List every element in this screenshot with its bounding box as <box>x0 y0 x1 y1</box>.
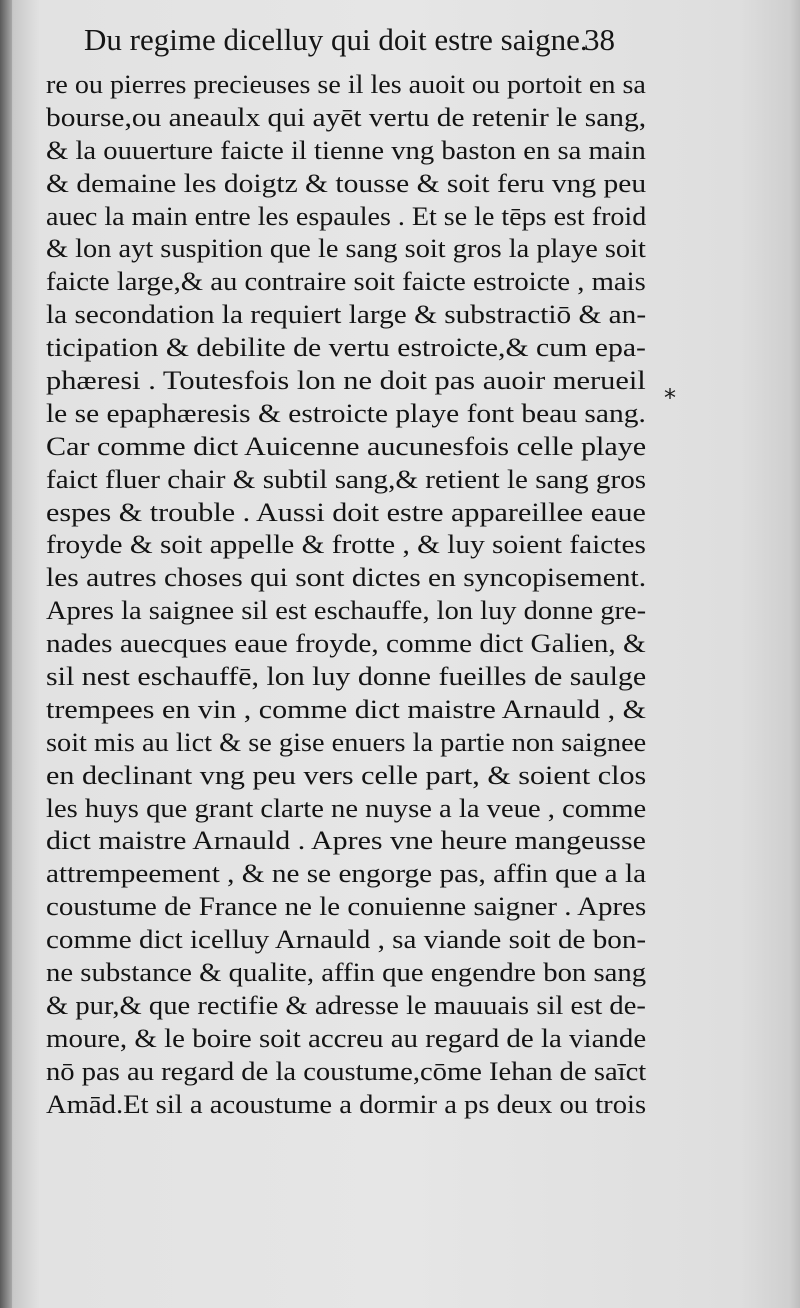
page-gutter <box>0 0 12 1308</box>
text-line: ne substance & qualite, affin que engendre bon sang <box>46 957 647 988</box>
text-line: les autres choses qui sont dictes en syncopisement. <box>46 562 647 593</box>
text-line: le se epaphæresis & estroicte playe font beau sang. <box>46 397 646 428</box>
text-line: sil nest eschauffē, lon luy donne fueilles de saulge <box>46 661 647 692</box>
running-title: Du regime dicelluy qui doit estre saigne. <box>84 22 588 57</box>
text-line: en declinant vng peu vers celle part, & soient clos <box>46 759 647 790</box>
marginal-mark: * <box>664 384 676 412</box>
folio-number: 38 <box>584 22 615 57</box>
page-header <box>84 22 764 66</box>
text-line: la secondation la requiert large & substractiō & an- <box>46 299 647 330</box>
text-line: soit mis au lict & se gise enuers la partie non saignee <box>46 726 647 757</box>
text-line: nō pas au regard de la coustume,cōme Iehan de saīct <box>46 1055 647 1086</box>
text-line: phæresi . Toutesfois lon ne doit pas auoir merueil <box>46 365 646 396</box>
text-line: attrempeement , & ne se engorge pas, affin que a la <box>46 858 647 889</box>
text-line: auec la main entre les espaules . Et se le tēps est froid <box>46 200 647 231</box>
text-line: Amād.Et sil a acoustume a dormir a ps deux ou trois <box>46 1088 647 1119</box>
text-line: & pur,& que rectifie & adresse le mauuais sil est de- <box>46 989 646 1020</box>
text-line: Car comme dict Auicenne aucunesfois celle playe <box>46 430 647 461</box>
text-line: faict fluer chair & subtil sang,& retient le sang gros <box>46 463 647 494</box>
text-line: les huys que grant clarte ne nuyse a la veue , comme <box>46 792 647 823</box>
text-line: & demaine les doigtz & tousse & soit feru vng peu <box>46 167 647 198</box>
text-line: re ou pierres precieuses se il les auoit ou portoit en sa <box>46 69 646 99</box>
text-line: & la ouuerture faicte il tienne vng baston en sa main <box>46 134 646 165</box>
text-line: froyde & soit appelle & frotte , & luy soient faictes <box>46 529 646 560</box>
text-line: nades auecques eaue froyde, comme dict Galien, & <box>46 628 646 659</box>
text-line: coustume de France ne le conuienne saigner . Apres <box>46 891 647 922</box>
text-line: faicte large,& au contraire soit faicte estroicte , mais <box>46 266 646 297</box>
text-line: trempees en vin , comme dict maistre Arnauld , & <box>46 693 647 724</box>
text-line: Apres la saignee sil est eschauffe, lon luy donne gre- <box>46 595 647 626</box>
text-line: bourse,ou aneaulx qui ayēt vertu de retenir le sang, <box>46 101 647 132</box>
text-line: espes & trouble . Aussi doit estre appareillee eaue <box>46 496 646 527</box>
text-line: dict maistre Arnauld . Apres vne heure mangeusse <box>46 825 646 856</box>
text-line: & lon ayt suspition que le sang soit gros la playe soit <box>46 233 646 264</box>
text-line: comme dict icelluy Arnauld , sa viande soit de bon- <box>46 924 647 955</box>
text-line: ticipation & debilite de vertu estroicte,& cum epa- <box>46 332 646 363</box>
body-text <box>46 68 666 1121</box>
text-line: moure, & le boire soit accreu au regard de la viande <box>46 1022 647 1053</box>
